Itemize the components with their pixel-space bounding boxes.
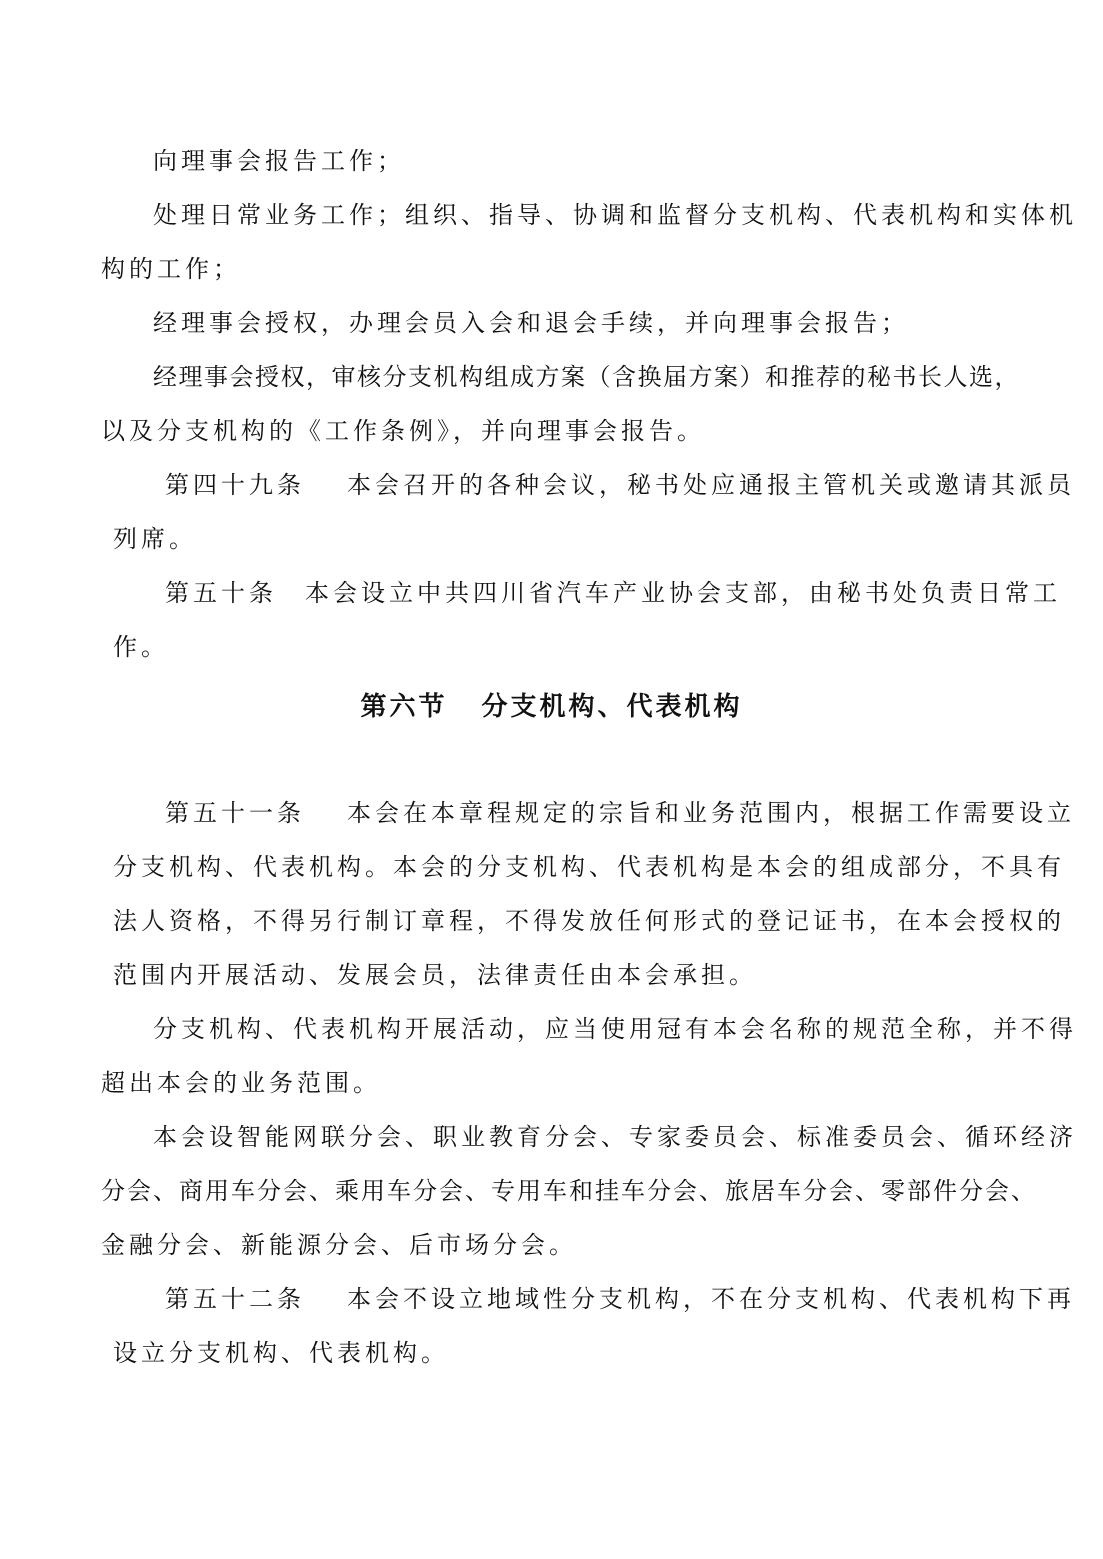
paragraph-line: 作。: [113, 633, 169, 661]
paragraph-line: 分支机构、代表机构开展活动，应当使用冠有本会名称的规范全称，并不得: [153, 1015, 1077, 1043]
paragraph-line: 向理事会报告工作；: [153, 147, 405, 175]
section-heading: [0, 691, 1103, 723]
paragraph-line: 金融分会、新能源分会、后市场分会。: [101, 1231, 577, 1259]
paragraph-line: 设立分支机构、代表机构。: [113, 1339, 449, 1367]
article-number: 第五十条: [165, 579, 277, 607]
paragraph-line: 本会设智能网联分会、职业教育分会、专家委员会、标准委员会、循环经济: [153, 1123, 1077, 1151]
article-text: 本会不设立地域性分支机构，不在分支机构、代表机构下再: [347, 1285, 1075, 1313]
article-number: 第五十一条: [165, 799, 305, 827]
article-line: [165, 798, 1075, 828]
article-line: [165, 578, 1061, 608]
paragraph-line: 处理日常业务工作；组织、指导、协调和监督分支机构、代表机构和实体机: [153, 201, 1077, 229]
paragraph-line: 分支机构、代表机构。本会的分支机构、代表机构是本会的组成部分，不具有: [113, 853, 1065, 881]
article-text: 本会设立中共四川省汽车产业协会支部，由秘书处负责日常工: [305, 579, 1061, 607]
article-number: 第五十二条: [165, 1285, 305, 1313]
paragraph-line: 法人资格，不得另行制订章程，不得发放任何形式的登记证书，在本会授权的: [113, 907, 1065, 935]
paragraph-line: 列席。: [113, 525, 197, 553]
paragraph-line: 经理事会授权，审核分支机构组成方案（含换届方案）和推荐的秘书长人选，: [153, 363, 1020, 391]
paragraph-line: 以及分支机构的《工作条例》，并向理事会报告。: [101, 417, 705, 445]
article-line: [165, 470, 1075, 500]
paragraph-line: 构的工作；: [101, 255, 241, 283]
article-text: 本会召开的各种会议，秘书处应通报主管机关或邀请其派员: [347, 471, 1075, 499]
article-line: [165, 1284, 1075, 1314]
section-title: 分支机构、代表机构: [481, 692, 743, 722]
paragraph-line: 经理事会授权，办理会员入会和退会手续，并向理事会报告；: [153, 309, 909, 337]
paragraph-line: 超出本会的业务范围。: [101, 1069, 381, 1097]
paragraph-line: 范围内开展活动、发展会员，法律责任由本会承担。: [113, 961, 757, 989]
article-text: 本会在本章程规定的宗旨和业务范围内，根据工作需要设立: [347, 799, 1075, 827]
article-number: 第四十九条: [165, 471, 305, 499]
section-number: 第六节: [360, 692, 448, 722]
paragraph-line: 分会、商用车分会、乘用车分会、专用车和挂车分会、旅居车分会、零部件分会、: [101, 1177, 1037, 1205]
